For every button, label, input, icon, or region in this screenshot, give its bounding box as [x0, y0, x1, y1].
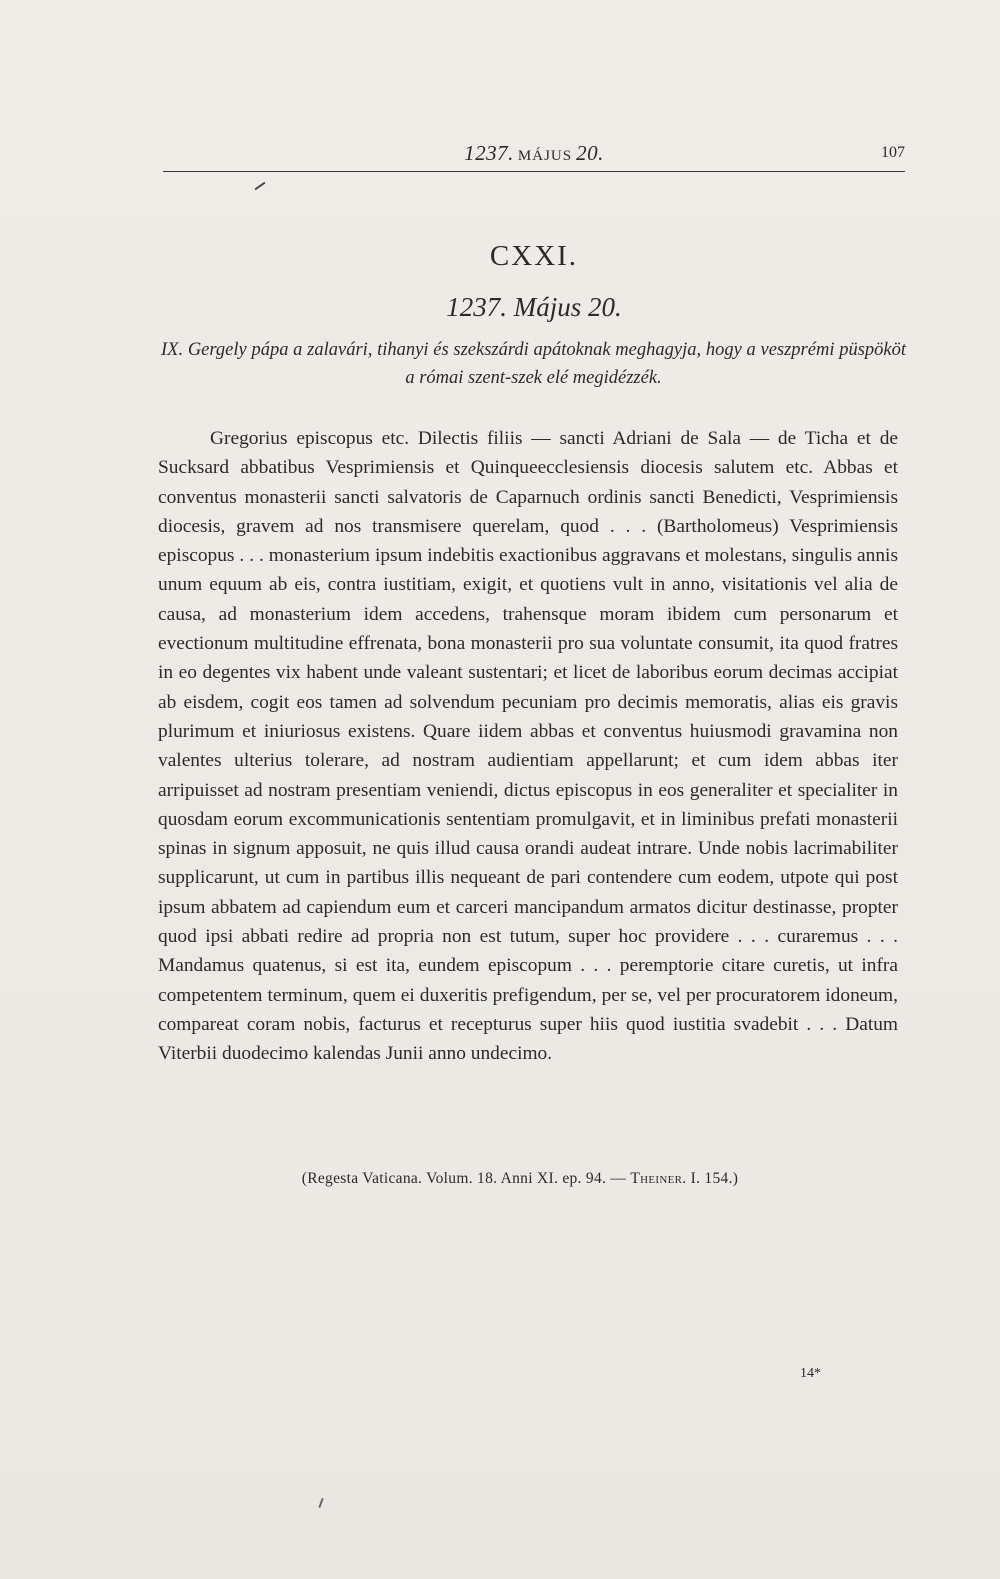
- running-head-year: 1237.: [464, 141, 514, 165]
- ink-smudge: [318, 1498, 323, 1508]
- document-date: 1237. Május 20.: [446, 292, 622, 322]
- page-number: 107: [881, 144, 905, 161]
- document-number: CXXI.: [489, 240, 579, 272]
- document-summary: IX. Gergely pápa a zalavári, tihanyi és szekszárdi apátoknak meghagyja, hogy a veszprémi püspököt a római szent-szek elé megidézzék.: [161, 340, 906, 388]
- running-head: [163, 135, 905, 172]
- source-citation-suffix: I. 154.): [690, 1170, 739, 1187]
- source-citation-author: Theiner.: [630, 1170, 687, 1187]
- running-head-month: MÁJUS: [517, 148, 573, 164]
- signature-mark: 14*: [800, 1366, 821, 1381]
- document-body: Gregorius episcopus etc. Dilectis filiis — sancti Adriani de Sala — de Ticha et de Sucksard abbatibus Vesprimiensis et Quinqueecclesiensis diocesis salutem etc. Abbas et conventus monasterii sancti salvatoris de Caparnuch ordinis sancti Benedicti, Vesprimiensis diocesis, gravem ad nos transmisere querelam, quod . . . (Bartholomeus) Vesprimiensis episcopus . . . monasterium ipsum indebitis exactionibus aggravans et molestans, singulis annis unum equum ab eis, contra iustitiam, exigit, et quotiens vult in anno, visitationis vel alia de causa, ad monasterium idem accedens, trahensque moram ibidem cum personarum et evectionum multitudine effrenata, bona monasterii pro sua voluntate consumit, ita quod fratres in eo degentes vix habent unde valeant sustentari; et licet de laboribus eorum decimas accipiat ab eisdem, cogit eos tamen ad solvendum pecuniam pro decimis memoratis, alias eis gravis plurimum et iniuriosus existens. Quare iidem abbas et conventus huiusmodi gravamina non valentes ulterius tolerare, ad nostram audientiam appellarunt; et cum idem abbas iter arripuisset ad nostram presentiam veniendi, dictus episcopus in eos generaliter et specialiter in quosdam eorum excommunicationis sententiam promulgavit, et in liminibus prefati monasterii spinas in signum apposuit, ne quis illud causa orandi audeat intrare. Unde nobis lacrimabiliter supplicarunt, ut cum in partibus illis nequeant de pari contendere cum eodem, utpote qui post ipsum abbatem ad capiendum eum et carceri mancipandum armatos dicitur destinasse, propter quod ipsi abbati redire ad propria non est tutum, super hoc providere . . . curaremus . . . Mandamus quatenus, si est ita, eundem episcopum . . . peremptorie citare curetis, ut infra competentem terminum, quem ei duxeritis prefigendum, per se, vel per procuratorem idoneum, compareat coram nobis, facturus et recepturus super hiis quod iustitia svadebit . . . Datum Viterbii duodecimo kalendas Junii anno undecimo.: [158, 428, 898, 1065]
- source-citation-prefix: (Regesta Vaticana. Volum. 18. Anni XI. ep. 94. —: [301, 1170, 627, 1187]
- running-head-day: 20.: [576, 141, 604, 165]
- pencil-mark: [255, 182, 266, 191]
- running-head-title: [163, 141, 905, 166]
- source-citation: [0, 1170, 1000, 1188]
